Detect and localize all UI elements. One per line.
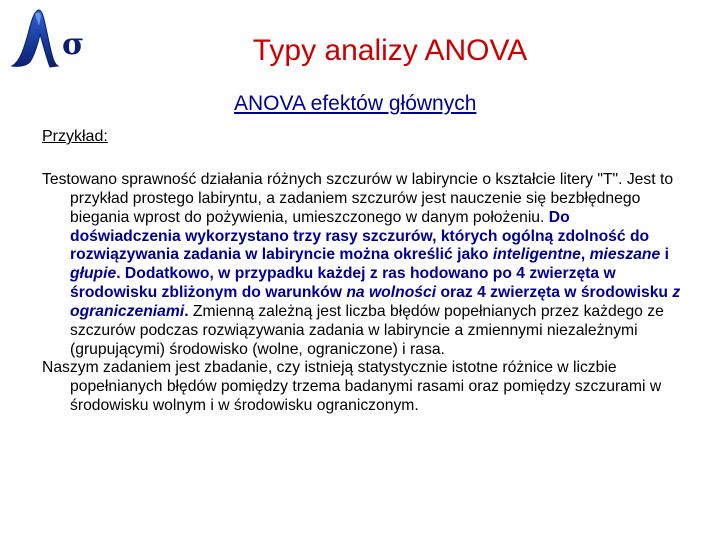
highlight-environment: . Dodatkowo, w przypadku każdej z ras hodowano po 4 zwierzęta w środowisku zbliżonym do warunków [70,265,616,302]
body-text [42,171,682,416]
svg-text:σ: σ [62,27,85,62]
highlight-breeds: Do doświadczenia wykorzystano trzy rasy szczurów, których ogólną zdolność do rozwiązywania zadania w labiryncie można określić jako [70,208,650,264]
term-free: na wolności [346,284,437,302]
highlight-end: . [184,302,189,320]
term-intelligent: inteligentne [492,246,581,264]
highlight-environment-2: oraz 4 zwierzęta w środowisku [436,284,673,302]
paragraph-experiment [42,171,682,359]
experiment-intro: Testowano sprawność działania różnych szczurów w labiryncie o kształcie litery "T". Jest to przykład prostego labiryntu, a zadaniem szczurów jest nauczenie się bezbłędnego biegania wprost do pożywienia, umieszczonego w danym położeniu. [42,171,674,226]
separator-1: , [580,246,590,264]
variables-description: Zmienną zależną jest liczba błędów popełnianych przez każdego ze szczurów podczas rozwiązywania zadania w labiryncie a zmiennymi niezależnymi (grupującymi) środowisko (wolne, ograniczone) i rasa. [70,302,664,358]
term-stupid: głupie [70,265,117,283]
example-label: Przykład: [42,128,108,145]
paragraph-goal: Naszym zadaniem jest zbadanie, czy istnieją statystycznie istotne różnice w liczbie popełnianych błędów pomiędzy trzema badanymi rasami oraz pomiędzy szczurami w środowisku wolnym i w środowisku ograniczonym. [42,359,662,415]
term-mixed: mieszane [589,246,661,264]
page-title: Typy analizy ANOVA [252,34,528,67]
term-restricted: z ograniczeniami [70,284,681,320]
section-subtitle: ANOVA efektów głównych [234,92,477,115]
separator-2: i [660,246,669,264]
